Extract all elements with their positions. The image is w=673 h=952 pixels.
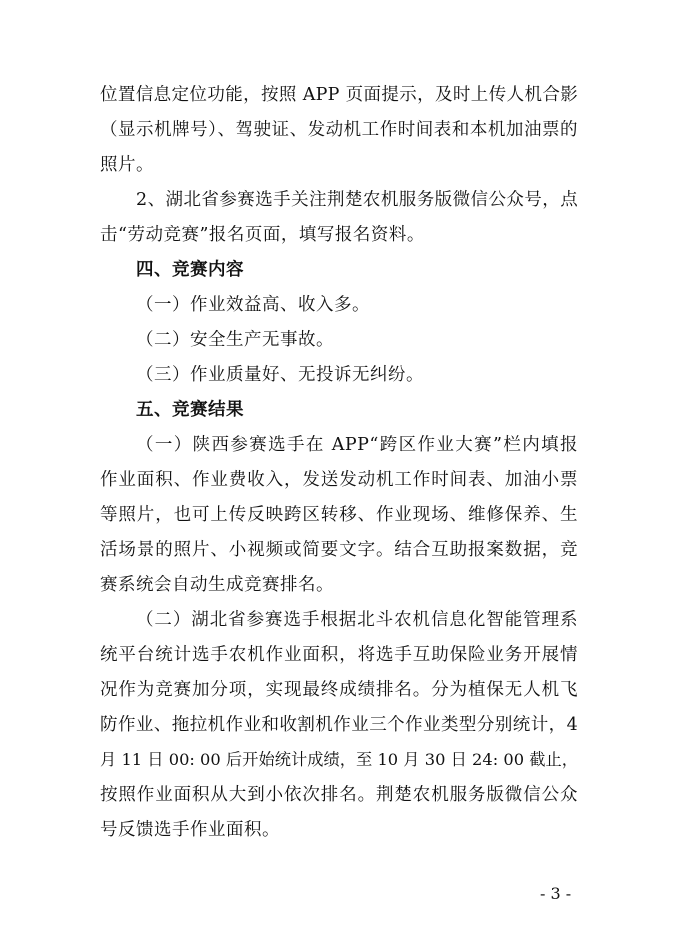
text-line: 月 11 日 00: 00 后开始统计成绩，至 10 月 30 日 24: 00 截止， [100,750,578,769]
section-heading: 四、竞赛内容 [136,260,244,280]
text-line: 号反馈选手作业面积。 [100,820,280,840]
text-line: 按照作业面积从大到小依次排名。荆楚农机服务版微信公众 [100,785,578,805]
text-line: 统平台统计选手农机作业面积，将选手互助保险业务开展情 [100,645,578,665]
section-heading: 五、竞赛结果 [136,400,244,420]
page-number: - 3 - [540,884,572,903]
text-line: 赛系统会自动生成竞赛排名。 [100,575,334,595]
list-item: （一）作业效益高、收入多。 [136,295,370,315]
text-line: 况作为竞赛加分项，实现最终成绩排名。分为植保无人机飞 [100,680,578,700]
text-line: 作业面积、作业费收入，发送发动机工作时间表、加油小票 [100,470,578,490]
text-line: 防作业、拖拉机作业和收割机作业三个作业类型分别统计，4 [100,715,578,735]
text-line: 2、湖北省参赛选手关注荆楚农机服务版微信公众号，点 [136,190,578,210]
text-line: 等照片，也可上传反映跨区转移、作业现场、维修保养、生 [100,505,578,525]
list-item: （三）作业质量好、无投诉无纠纷。 [136,365,424,385]
text-line: （二）湖北省参赛选手根据北斗农机信息化智能管理系 [136,610,578,630]
text-line: 照片。 [100,155,154,175]
list-item: （二）安全生产无事故。 [136,330,334,350]
text-line: （一）陕西参赛选手在 APP“跨区作业大赛”栏内填报 [136,435,578,455]
text-line: 击“劳动竞赛”报名页面，填写报名资料。 [100,225,425,245]
text-line: 位置信息定位功能，按照 APP 页面提示，及时上传人机合影 [100,85,578,105]
text-line: （显示机牌号）、驾驶证、发动机工作时间表和本机加油票的 [100,120,578,140]
text-line: 活场景的照片、小视频或简要文字。结合互助报案数据，竞 [100,540,578,560]
